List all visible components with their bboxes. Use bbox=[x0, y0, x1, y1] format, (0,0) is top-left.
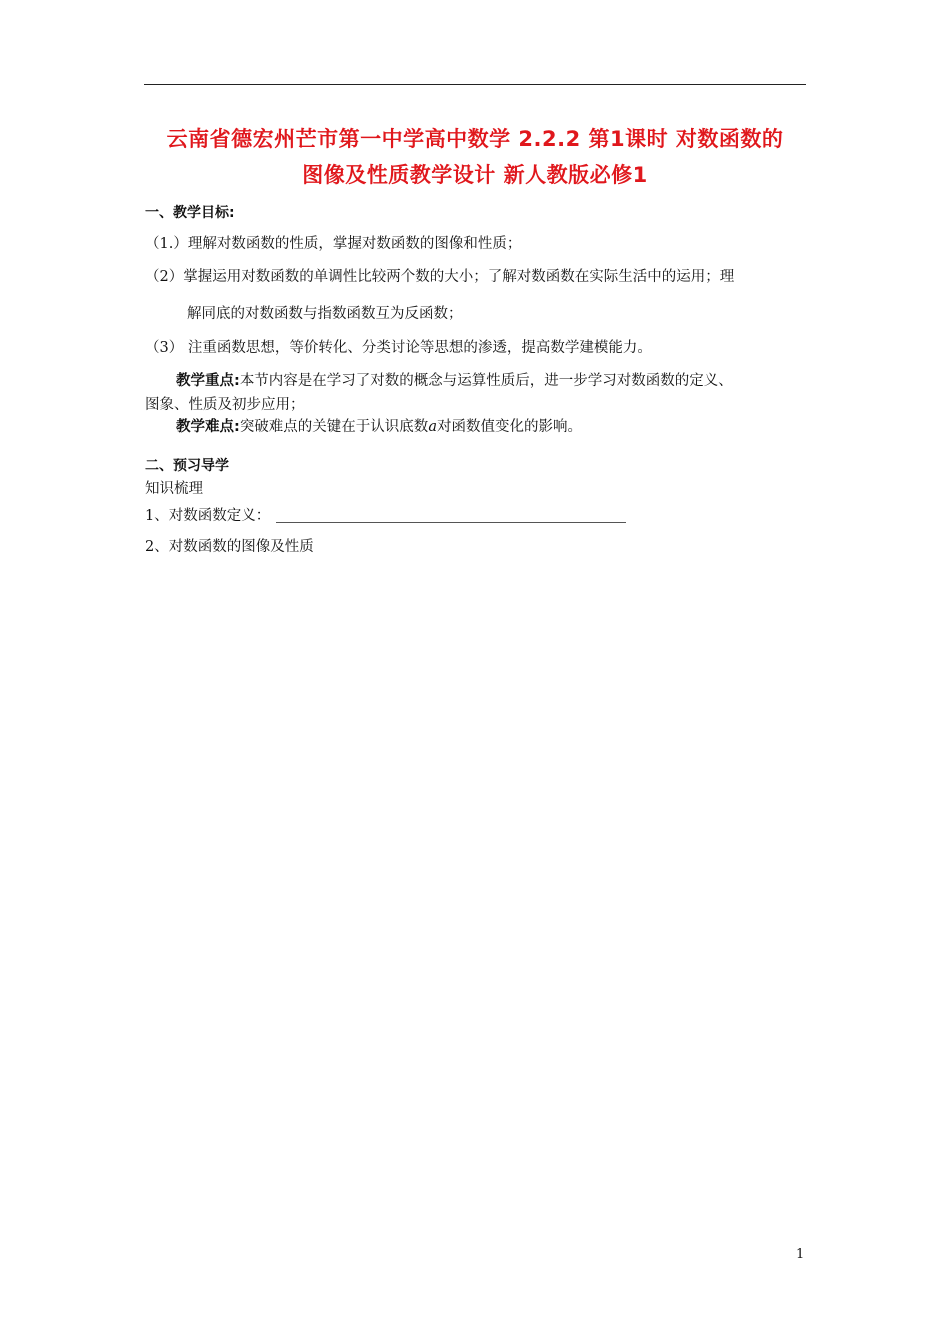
preview-item-1 bbox=[145, 506, 626, 526]
key-point-line-1 bbox=[176, 371, 733, 391]
objective-item-2-line-1: （2）掌握运用对数函数的单调性比较两个数的大小；了解对数函数在实际生活中的运用；理 bbox=[145, 269, 735, 285]
page-number: 1 bbox=[796, 1247, 805, 1262]
base-variable-a: a bbox=[428, 419, 437, 435]
header-rule bbox=[144, 84, 806, 85]
document-title-line-2: 图像及性质教学设计 新人教版必修1 bbox=[302, 163, 648, 187]
key-point-label: 教学重点: bbox=[176, 373, 240, 389]
definition-fill-blank bbox=[276, 522, 626, 523]
definition-label: 1、对数函数定义： bbox=[145, 508, 271, 524]
knowledge-summary-subheading: 知识梳理 bbox=[145, 481, 203, 497]
key-point-line-2: 图象、性质及初步应用； bbox=[145, 397, 305, 413]
difficulty-text-before: 突破难点的关键在于认识底数 bbox=[239, 419, 429, 435]
key-point-text: 本节内容是在学习了对数的概念与运算性质后，进一步学习对数函数的定义、 bbox=[239, 373, 733, 389]
difficulty-line bbox=[176, 417, 582, 437]
objective-item-2-line-2: 解同底的对数函数与指数函数互为反函数； bbox=[187, 306, 463, 322]
preview-item-2: 2、对数函数的图像及性质 bbox=[145, 539, 314, 555]
document-title-line-1: 云南省德宏州芒市第一中学高中数学 2.2.2 第1课时 对数函数的 bbox=[166, 127, 784, 151]
difficulty-text-after: 对函数值变化的影响。 bbox=[436, 419, 582, 435]
objectives-heading: 一、教学目标: bbox=[145, 205, 235, 221]
objective-item-3: （3） 注重函数思想，等价转化、分类讨论等思想的渗透，提高数学建模能力。 bbox=[145, 340, 652, 356]
difficulty-label: 教学难点: bbox=[176, 419, 240, 435]
objective-item-1: （1.）理解对数函数的性质，掌握对数函数的图像和性质； bbox=[145, 236, 522, 252]
preview-heading: 二、预习导学 bbox=[145, 458, 229, 474]
